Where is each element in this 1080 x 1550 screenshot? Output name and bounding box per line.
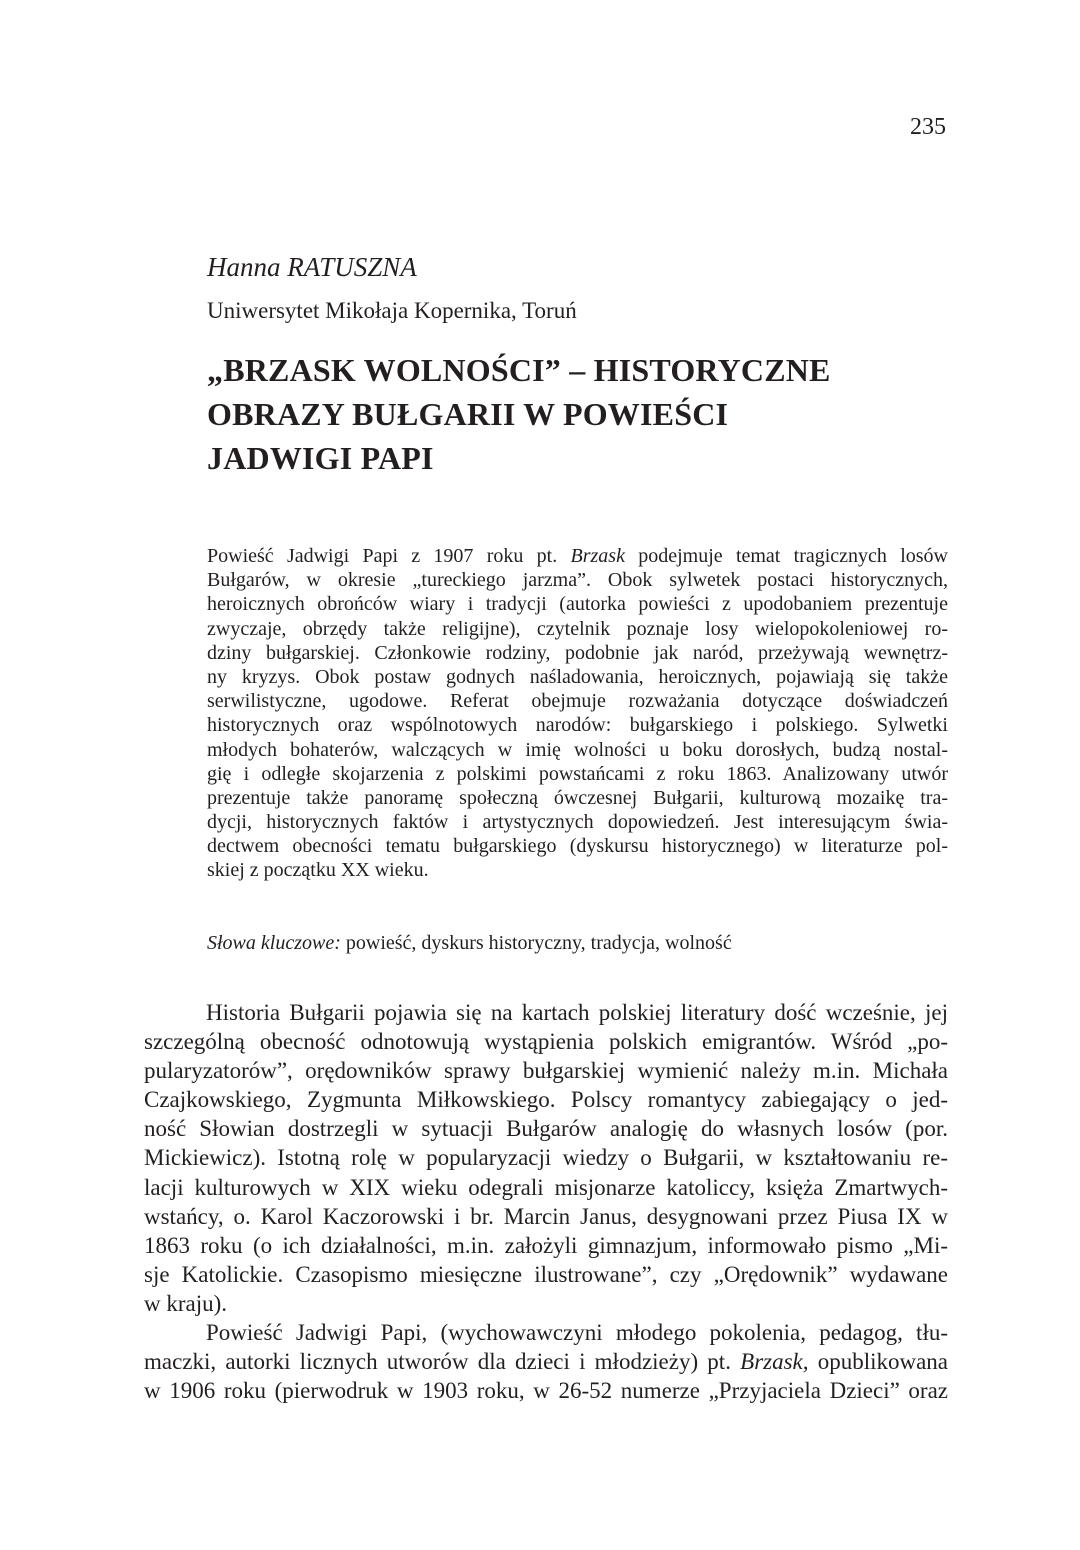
abstract-line: historycznych oraz wspólnotowych narodów: bułgarskiego i polskiego. Sylwetki: [207, 714, 948, 737]
abstract-line: dziny bułgarskiej. Członkowie rodziny, podobnie jak naród, przeżywają wewnętrz-: [207, 641, 948, 664]
abstract-line: Powieść Jadwigi Papi z 1907 roku pt. Brzask podejmuje temat tragicznych losów: [207, 545, 948, 567]
body-line: lacji kulturowych w XIX wieku odegrali misjonarze katoliccy, księża Zmartwych-: [144, 1174, 948, 1200]
body-line: Czajkowskiego, Zygmunta Miłkowskiego. Polscy romantycy zabiegający o jed-: [144, 1087, 948, 1113]
body-line: pularyzatorów”, orędowników sprawy bułgarskiej wymienić należy m.in. Michała: [144, 1058, 948, 1084]
author-affiliation: Uniwersytet Mikołaja Kopernika, Toruń: [207, 298, 577, 323]
body-line: szczególną obecność odnotowują wystąpienia polskich emigrantów. Wśród „po-: [144, 1029, 948, 1055]
body-line: sje Katolickie. Czasopismo miesięczne ilustrowane”, czy „Orędownik” wydawane: [144, 1261, 948, 1287]
title-line: OBRAZY BUŁGARII W POWIEŚCI: [207, 396, 729, 432]
abstract-line: zwyczaje, obrzędy także religijne), czytelnik poznaje losy wielopokoleniowej ro-: [207, 617, 948, 640]
body-line: Mickiewicz). Istotną rolę w popularyzacji wiedzy o Bułgarii, w kształtowaniu re-: [144, 1145, 948, 1171]
body-line: w 1906 roku (pierwodruk w 1903 roku, w 26-52 numerze „Przyjaciela Dzieci” oraz: [144, 1378, 948, 1404]
body-line: Historia Bułgarii pojawia się na kartach polskiej literatury dość wcześnie, jej: [206, 1000, 948, 1025]
keywords: [207, 930, 948, 956]
body-line: ność Słowian dostrzegli w sytuacji Bułgarów analogię do własnych losów (por.: [144, 1116, 948, 1142]
abstract-line: skiej z początku XX wieku.: [207, 859, 429, 882]
abstract-line: serwilistyczne, ugodowe. Referat obejmuje rozważania dotyczące doświadczeń: [207, 690, 948, 713]
book-title-italic: Brzask,: [740, 1349, 809, 1375]
body-line: w kraju).: [144, 1290, 228, 1316]
abstract-line: ny kryzys. Obok postaw godnych naśladowania, heroicznych, pojawiają się także: [207, 665, 948, 688]
author-name: Hanna RATUSZNA: [207, 252, 417, 282]
abstract-line: heroicznych obrońców wiary i tradycji (autorka powieści z upodobaniem prezentuje: [207, 593, 948, 616]
abstract-line: prezentuje także panoramę społeczną ówczesnej Bułgarii, kulturową mozaikę tra-: [207, 786, 948, 809]
page-number: 235: [910, 114, 946, 140]
title-line: „BRZASK WOLNOŚCI” – HISTORYCZNE: [207, 352, 831, 388]
body-line: wstańcy, o. Karol Kaczorowski i br. Marcin Janus, desygnowani przez Piusa IX w: [144, 1203, 948, 1229]
article-title: [207, 348, 947, 480]
abstract-line: gię i odległe skojarzenia z polskimi powstańcami z roku 1863. Analizowany utwór: [207, 762, 948, 785]
abstract: [207, 544, 948, 883]
abstract-line: dycji, historycznych faktów i artystycznych dopowiedzeń. Jest interesującym świa-: [207, 811, 948, 834]
abstract-line: dectwem obecności tematu bułgarskiego (dyskursu historycznego) w literaturze pol-: [207, 835, 948, 858]
title-line: JADWIGI PAPI: [207, 440, 434, 476]
body-line: Powieść Jadwigi Papi, (wychowawczyni młodego pokolenia, pedagog, tłu-: [206, 1320, 948, 1346]
abstract-line: młodych bohaterów, walczących w imię wolności u boku dorosłych, budzą nostal-: [207, 738, 948, 761]
book-title-italic: Brzask: [570, 545, 625, 567]
body-text: [144, 998, 948, 1405]
abstract-line: Bułgarów, w okresie „tureckiego jarzma”. Obok sylwetek postaci historycznych,: [207, 569, 948, 592]
body-line: maczki, autorki licznych utworów dla dzieci i młodzieży) pt. Brzask, opublikowana: [144, 1349, 949, 1375]
keywords-label: Słowa kluczowe:: [207, 932, 341, 954]
article-header: [207, 250, 947, 480]
body-line: 1863 roku (o ich działalności, m.in. założyli gimnazjum, informowało pismo „Mi-: [144, 1232, 948, 1258]
keywords-text: powieść, dyskurs historyczny, tradycja, wolność: [340, 932, 732, 954]
